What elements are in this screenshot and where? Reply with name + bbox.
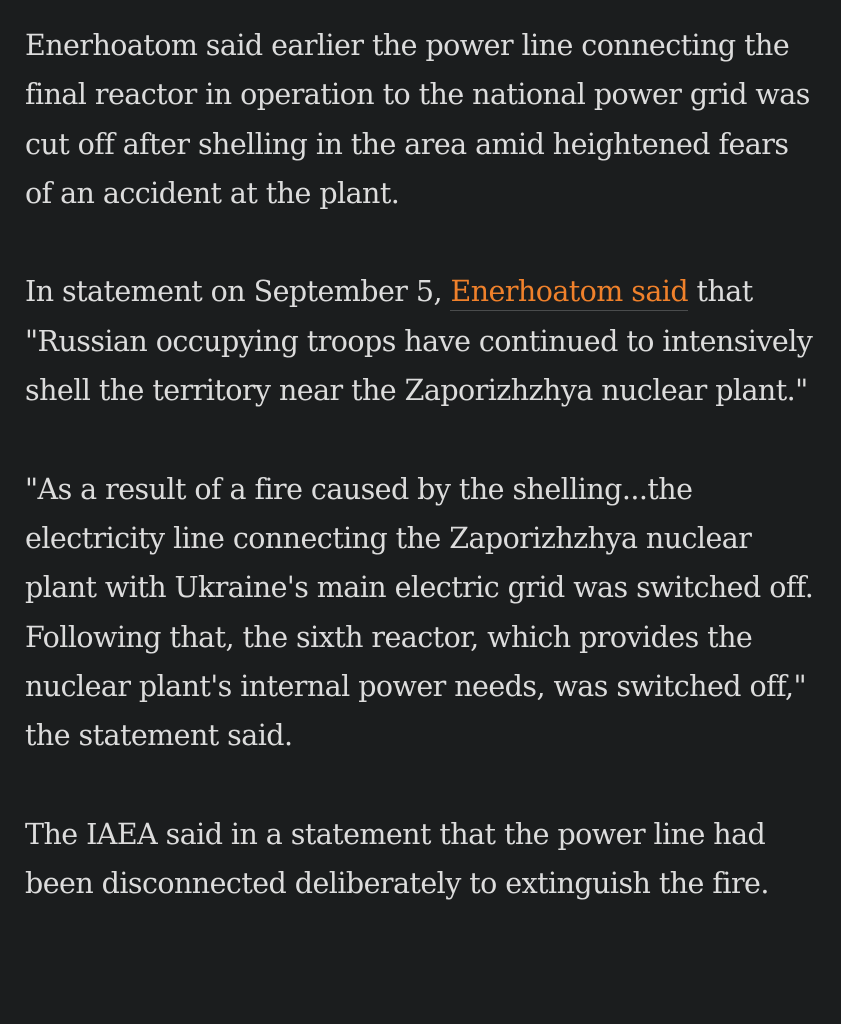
article-body — [25, 21, 815, 908]
paragraph-iaea-statement: The IAEA said in a statement that the power line had been disconnected deliberately to extinguish the fire. — [25, 817, 769, 901]
paragraph-text-before-link: In statement on September 5, — [25, 275, 451, 309]
paragraph-statement-september-5 — [25, 267, 815, 415]
paragraph-power-line-cut: Enerhoatom said earlier the power line connecting the final reactor in operation to the national power grid was cut off after shelling in the area amid heightened fears of an accident at the plant. — [25, 29, 810, 210]
paragraph-text-after-link: that "Russian occupying troops have continued to intensively shell the territory near the Zaporizhzhya nuclear plant." — [25, 275, 813, 408]
paragraph-fire-quote: "As a result of a fire caused by the shelling...the electricity line connecting the Zaporizhzhya nuclear plant with Ukraine's main electric grid was switched off. Following that, the sixth reactor, which provides the nuclear plant's internal power needs, was switched off," the statement said. — [25, 472, 814, 753]
enerhoatom-said-link[interactable]: Enerhoatom said — [450, 275, 688, 311]
